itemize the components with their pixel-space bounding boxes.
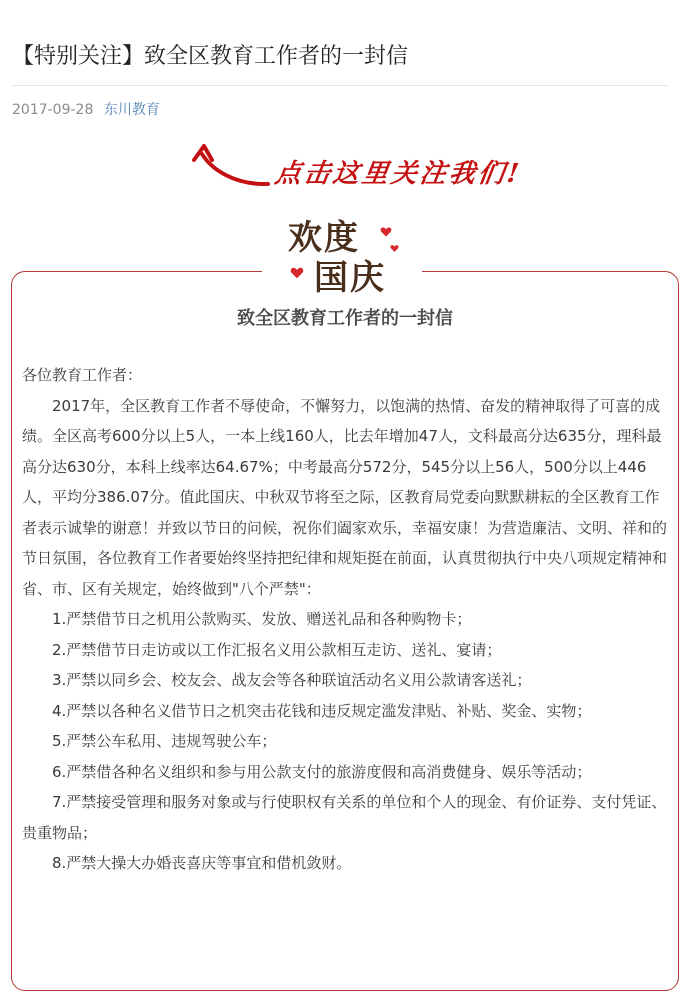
heart-icon — [380, 226, 392, 238]
prohibition-item: 4.严禁以各种名义借节日之机突击花钱和违反规定滥发津贴、补贴、奖金、实物； — [52, 701, 592, 720]
prohibition-item: 3.严禁以同乡会、校友会、战友会等各种联谊活动名义用公款请客送礼； — [52, 671, 532, 689]
prohibition-item: 5.严禁公车私用、违规驾驶公车； — [52, 732, 277, 750]
heart-icon — [290, 266, 304, 280]
prohibition-item: 1.严禁借节日之机用公款购买、发放、赠送礼品和各种购物卡； — [52, 610, 472, 628]
prohibition-item: 7.严禁接受管理和服务对象或与行使职权有关系的单位和个人的现金、有价证券、支付凭证、贵重物品； — [22, 793, 667, 842]
letter-heading: 致全区教育工作者的一封信 — [237, 308, 453, 329]
follow-banner[interactable] — [190, 140, 550, 205]
prohibition-item: 2.严禁借节日走访或以工作汇报名义用公款相互走访、送礼、宴请； — [52, 640, 502, 659]
letter-paragraph: 2017年，全区教育工作者不辱使命，不懈努力，以饱满的热情、奋发的精神取得了可喜的成绩。全区高考600分以上5人，一本上线160人，比去年增加47人，文科最高分达635分，理科最高分达630分，本科上线率达64.67%；中考最高分572分，545分以上56人，500分以上446人，平均分386.07分。值此国庆、中秋双节将至之际，区教育局党委向默默耕耘的全区教育工作者表示诚挚的谢意！并致以节日的问候，祝你们阖家欢乐，幸福安康！为营造廉洁、文明、祥和的节日氛围，各位教育工作者要始终坚持把纪律和规矩挺在前面，认真贯彻执行中央八项规定精神和省、市、区有关规定，始终做到"八个严禁"： — [22, 396, 668, 598]
article-title: 【特别关注】致全区教育工作者的一封信 — [12, 44, 409, 69]
letter-greeting: 各位教育工作者： — [22, 366, 143, 384]
national-day-badge — [262, 210, 422, 302]
publish-date: 2017-09-28 — [12, 102, 94, 118]
badge-line-2: 国庆 — [314, 258, 386, 298]
article-meta — [12, 100, 160, 120]
prohibition-item: 6.严禁借各种名义组织和参与用公款支付的旅游度假和高消费健身、娱乐等活动； — [52, 762, 592, 781]
prohibition-item: 8.严禁大操大办婚丧喜庆等事宜和借机敛财。 — [52, 854, 352, 872]
curved-arrow-icon — [190, 140, 280, 200]
title-divider — [12, 85, 668, 86]
heart-icon — [390, 244, 399, 253]
account-link[interactable]: 东川教育 — [103, 102, 160, 118]
letter-body — [22, 360, 670, 879]
follow-us-text[interactable]: 点击这里关注我们! — [272, 159, 524, 189]
badge-line-1: 欢度 — [288, 218, 360, 258]
